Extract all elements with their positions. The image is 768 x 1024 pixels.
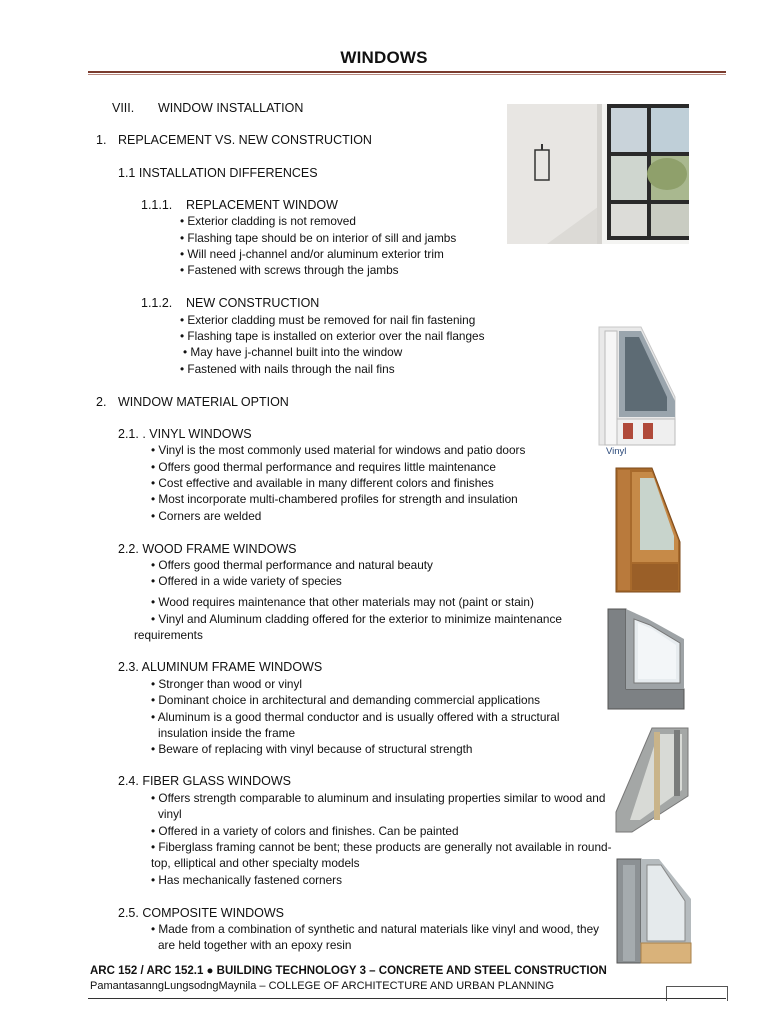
- bullet: • May have j-channel built into the window: [183, 345, 403, 359]
- vinyl-window-profile-image: [595, 323, 683, 465]
- bullet: • Corners are welded: [151, 509, 262, 523]
- bullet: • Fastened with nails through the nail fins: [180, 362, 395, 376]
- heading-number: 1.: [96, 133, 107, 147]
- vinyl-image-caption: Vinyl: [606, 446, 627, 457]
- subsection-number: 1.1.1.: [141, 198, 173, 212]
- bullet-continuation: are held together with an epoxy resin: [158, 938, 352, 952]
- section-number: VIII.: [112, 101, 135, 115]
- bullet: • Has mechanically fastened corners: [151, 873, 343, 887]
- bullet: • Most incorporate multi-chambered profiles for strength and insulation: [151, 492, 518, 506]
- composite-window-profile-image: [615, 855, 693, 967]
- footer-course-line: ARC 152 / ARC 152.1 ● BUILDING TECHNOLOGY 3 – CONCRETE AND STEEL CONSTRUCTION: [90, 965, 607, 977]
- bullet: • Offers good thermal performance and requires little maintenance: [151, 460, 496, 474]
- bullet: • Vinyl and Aluminum cladding offered for the exterior to minimize maintenance: [151, 612, 562, 626]
- bullet: • Will need j-channel and/or aluminum exterior trim: [180, 247, 444, 261]
- bullet: • Offered in a wide variety of species: [151, 574, 342, 588]
- bullet: • Vinyl is the most commonly used material for windows and patio doors: [151, 443, 526, 457]
- bullet: • Aluminum is a good thermal conductor and is usually offered with a structural: [151, 710, 560, 724]
- bullet: • Made from a combination of synthetic and natural materials like vinyl and wood, they: [151, 922, 600, 936]
- bullet-continuation: vinyl: [158, 807, 182, 821]
- wood-window-profile-image: [612, 466, 684, 594]
- footer-college-line: PamantasanngLungsodngMaynila – COLLEGE OF ARCHITECTURE AND URBAN PLANNING: [90, 980, 555, 992]
- interior-window-photo: [507, 104, 689, 244]
- bullet: • Wood requires maintenance that other materials may not (paint or stain): [151, 595, 534, 609]
- heading-number: 2.: [96, 395, 107, 409]
- bullet: • Dominant choice in architectural and demanding commercial applications: [151, 693, 541, 707]
- header-rule-thin: [88, 74, 726, 75]
- bullet: • Exterior cladding must be removed for nail fin fastening: [180, 313, 476, 327]
- heading-replacement-vs-new: REPLACEMENT VS. NEW CONSTRUCTION: [118, 133, 372, 147]
- bullet: • Offers good thermal performance and natural beauty: [151, 558, 433, 572]
- subheading-fiber-glass-windows: 2.4. FIBER GLASS WINDOWS: [118, 774, 291, 788]
- bullet: • Stronger than wood or vinyl: [151, 677, 303, 691]
- subheading-wood-frame-windows: 2.2. WOOD FRAME WINDOWS: [118, 542, 297, 556]
- bullet: • Exterior cladding is not removed: [180, 214, 356, 228]
- bullet: • Flashing tape is installed on exterior over the nail flanges: [180, 329, 485, 343]
- section-heading: WINDOW INSTALLATION: [158, 101, 304, 115]
- subsection-new-construction: NEW CONSTRUCTION: [186, 296, 320, 310]
- bullet: • Fiberglass framing cannot be bent; these products are generally not available in round-: [151, 840, 612, 854]
- bullet-continuation: insulation inside the frame: [158, 726, 296, 740]
- subheading-installation-differences: 1.1 INSTALLATION DIFFERENCES: [118, 166, 318, 180]
- subheading-composite-windows: 2.5. COMPOSITE WINDOWS: [118, 906, 284, 920]
- page-title: WINDOWS: [340, 48, 428, 67]
- subsection-number: 1.1.2.: [141, 296, 173, 310]
- fiberglass-window-profile-image: [612, 726, 690, 834]
- subheading-aluminum-frame-windows: 2.3. ALUMINUM FRAME WINDOWS: [118, 660, 323, 674]
- heading-window-material-option: WINDOW MATERIAL OPTION: [118, 395, 289, 409]
- subsection-replacement-window: REPLACEMENT WINDOW: [186, 198, 338, 212]
- footer-rule: [88, 998, 726, 999]
- bullet-continuation: requirements: [134, 628, 203, 642]
- bullet: • Flashing tape should be on interior of sill and jambs: [180, 231, 457, 245]
- subheading-vinyl-windows: 2.1. . VINYL WINDOWS: [118, 427, 252, 441]
- header-rule: [88, 71, 726, 73]
- bullet: • Beware of replacing with vinyl because of structural strength: [151, 742, 473, 756]
- bullet: • Offers strength comparable to aluminum and insulating properties similar to wood and: [151, 791, 606, 805]
- bullet: • Offered in a variety of colors and finishes. Can be painted: [151, 824, 459, 838]
- aluminum-window-profile-image: [604, 605, 686, 713]
- bullet: • Cost effective and available in many different colors and finishes: [151, 476, 494, 490]
- bullet-continuation: top, elliptical and other specialty models: [151, 856, 360, 870]
- bullet: • Fastened with screws through the jambs: [180, 263, 399, 277]
